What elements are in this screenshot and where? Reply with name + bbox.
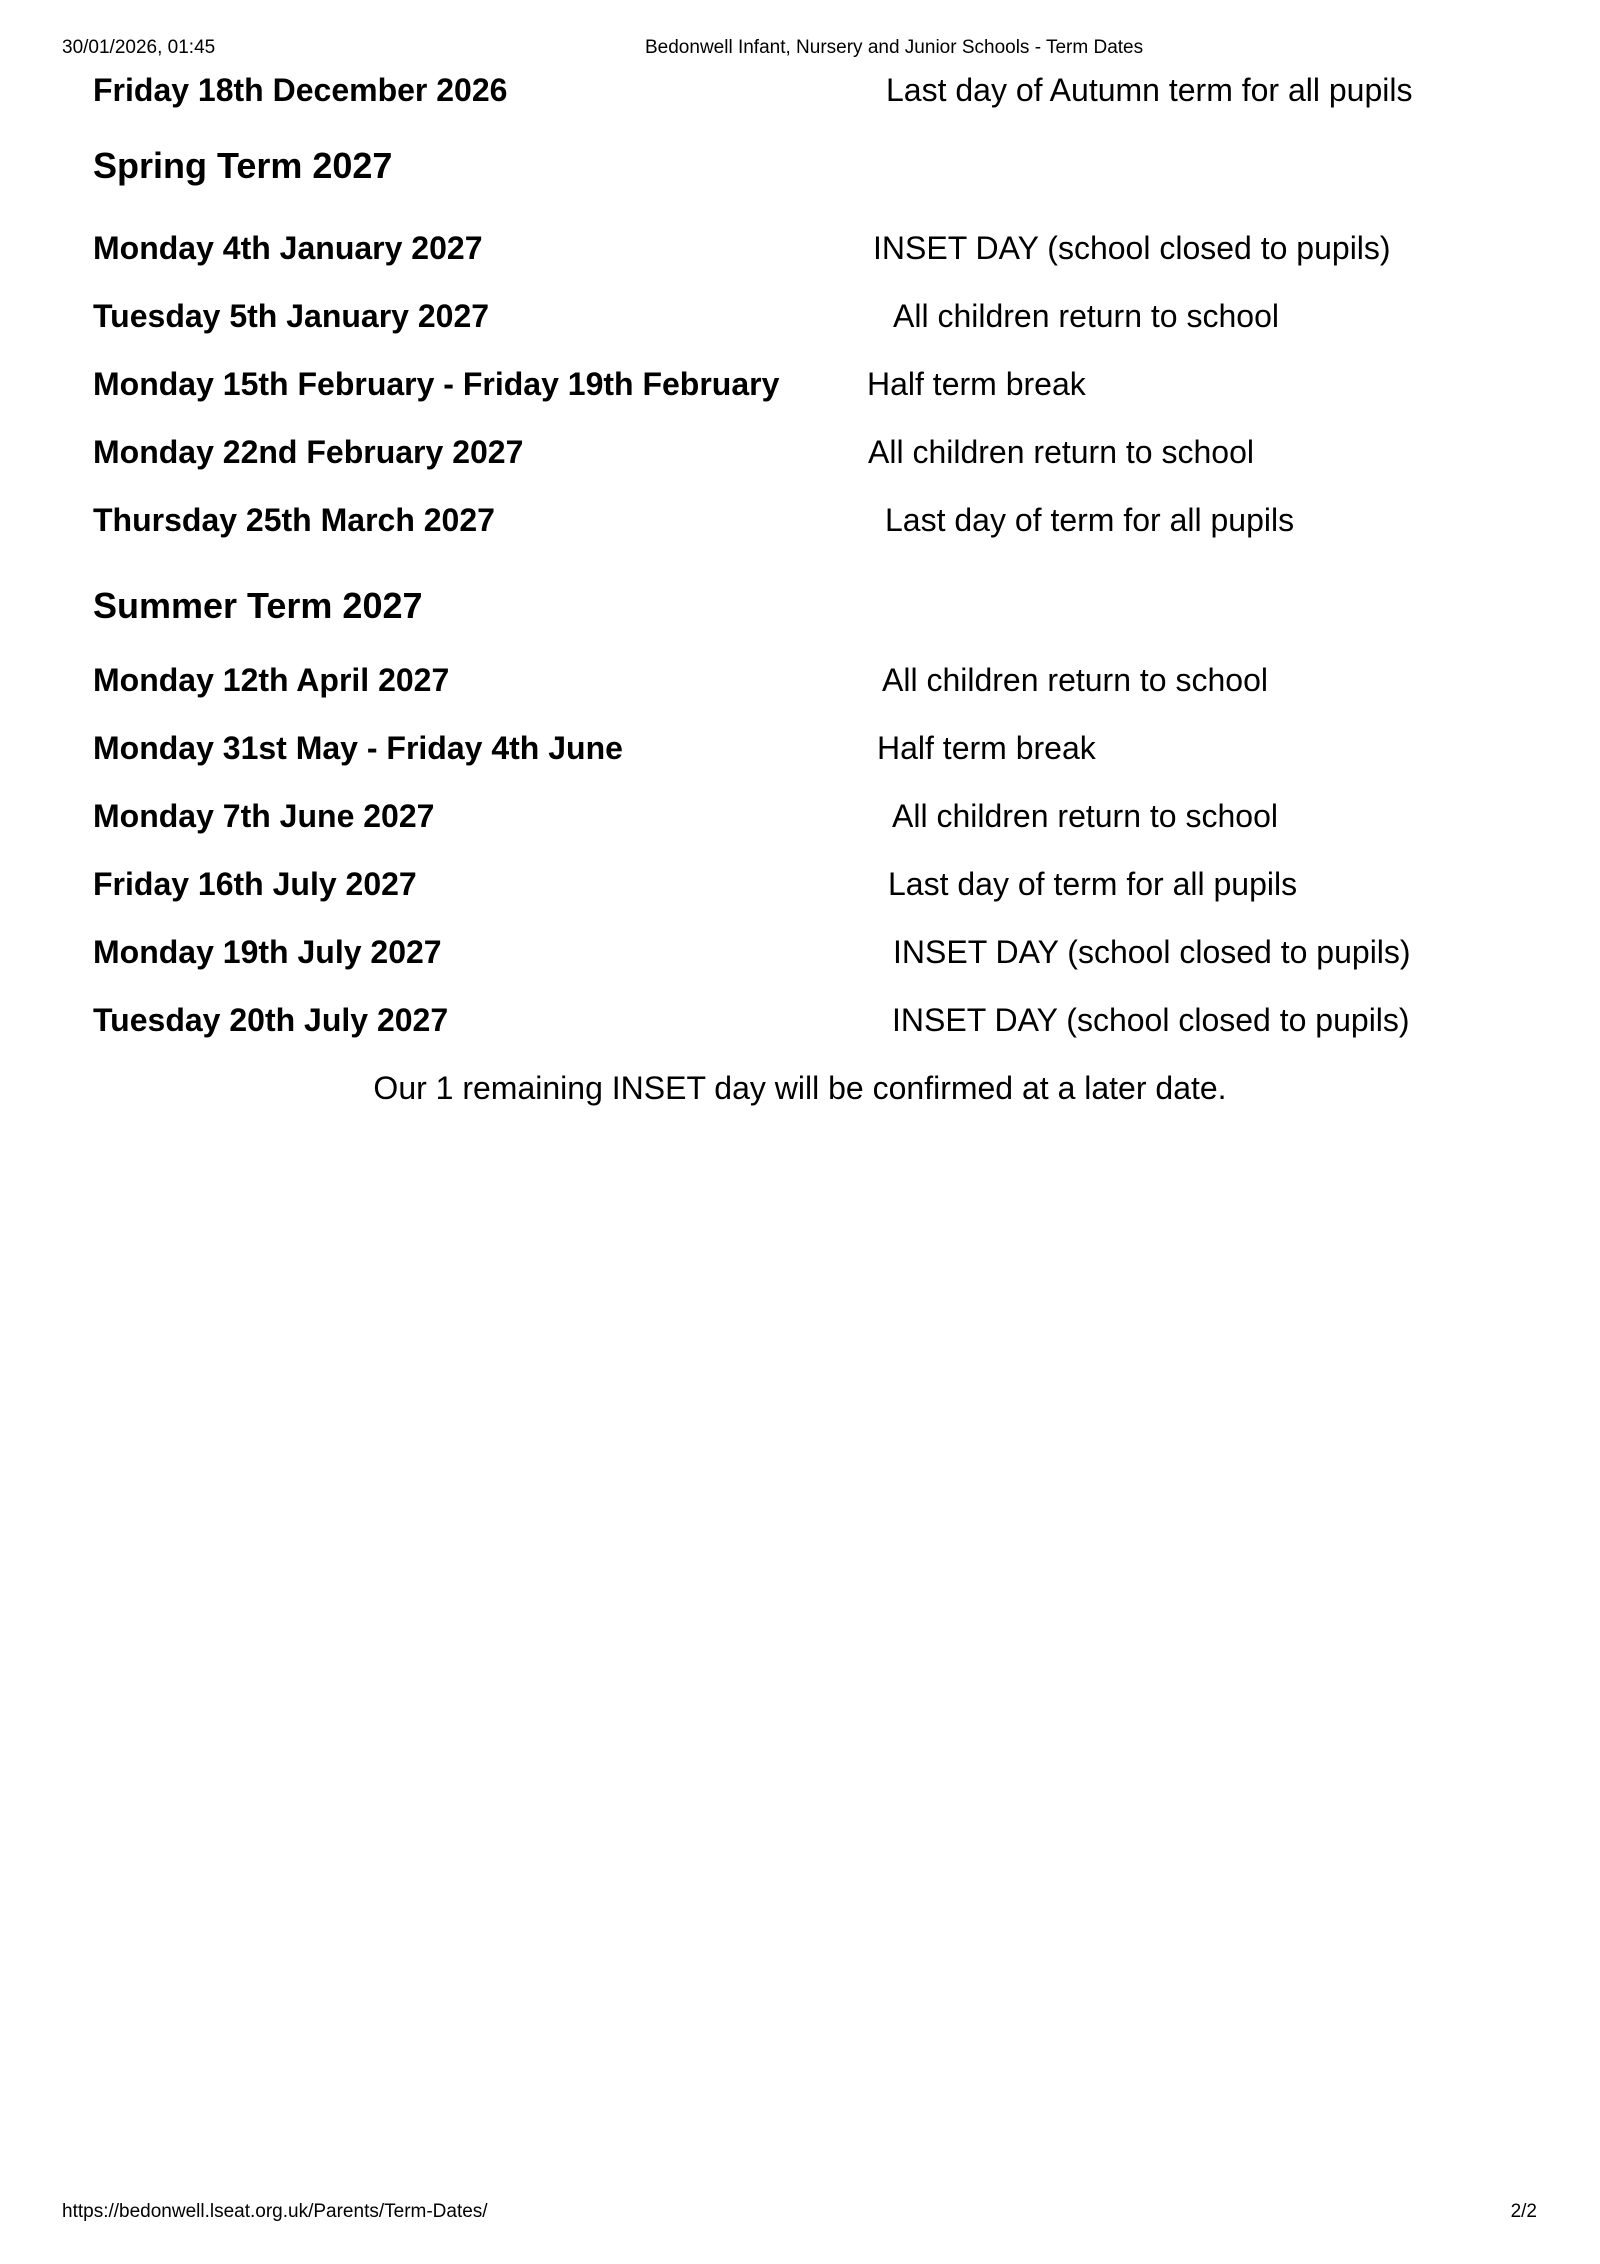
date-cell: Tuesday 20th July 2027 — [93, 1002, 449, 1038]
date-cell: Monday 7th June 2027 — [93, 798, 435, 834]
term-date-row — [0, 1004, 1600, 1044]
description-cell: Half term break — [867, 366, 1086, 402]
section-heading-spring-term: Spring Term 2027 — [93, 145, 393, 186]
description-cell: All children return to school — [868, 434, 1254, 470]
date-cell: Monday 31st May - Friday 4th June — [93, 730, 623, 766]
term-date-row — [0, 664, 1600, 704]
term-date-row — [0, 868, 1600, 908]
date-cell: Monday 15th February - Friday 19th February — [93, 366, 780, 402]
term-date-row — [0, 368, 1600, 408]
print-footer-page-number: 2/2 — [1510, 2201, 1537, 2222]
term-date-row — [0, 74, 1600, 114]
date-cell: Tuesday 5th January 2027 — [93, 298, 490, 334]
description-cell: Last day of Autumn term for all pupils — [886, 72, 1413, 108]
description-cell: INSET DAY (school closed to pupils) — [893, 934, 1411, 970]
date-cell: Friday 16th July 2027 — [93, 866, 417, 902]
print-footer-url: https://bedonwell.lseat.org.uk/Parents/Term-Dates/ — [62, 2201, 488, 2222]
description-cell: All children return to school — [893, 298, 1279, 334]
description-cell: INSET DAY (school closed to pupils) — [892, 1002, 1410, 1038]
term-date-row — [0, 936, 1600, 976]
print-header-datetime: 30/01/2026, 01:45 — [62, 37, 216, 58]
date-cell: Monday 22nd February 2027 — [93, 434, 524, 470]
description-cell: All children return to school — [892, 798, 1278, 834]
term-date-row — [0, 436, 1600, 476]
description-cell: Last day of term for all pupils — [885, 502, 1295, 538]
description-cell: All children return to school — [882, 662, 1268, 698]
term-date-row — [0, 300, 1600, 340]
inset-day-note: Our 1 remaining INSET day will be confirmed at a later date. — [373, 1070, 1227, 1106]
term-date-row — [0, 232, 1600, 272]
term-date-row — [0, 800, 1600, 840]
date-cell: Friday 18th December 2026 — [93, 72, 508, 108]
term-date-row — [0, 504, 1600, 544]
print-header-title: Bedonwell Infant, Nursery and Junior Schools - Term Dates — [645, 37, 1144, 58]
term-date-row — [0, 732, 1600, 772]
date-cell: Monday 4th January 2027 — [93, 230, 483, 266]
description-cell: Half term break — [877, 730, 1096, 766]
description-cell: INSET DAY (school closed to pupils) — [873, 230, 1391, 266]
section-heading-summer-term: Summer Term 2027 — [93, 585, 423, 626]
date-cell: Thursday 25th March 2027 — [93, 502, 495, 538]
date-cell: Monday 12th April 2027 — [93, 662, 450, 698]
date-cell: Monday 19th July 2027 — [93, 934, 442, 970]
description-cell: Last day of term for all pupils — [888, 866, 1298, 902]
